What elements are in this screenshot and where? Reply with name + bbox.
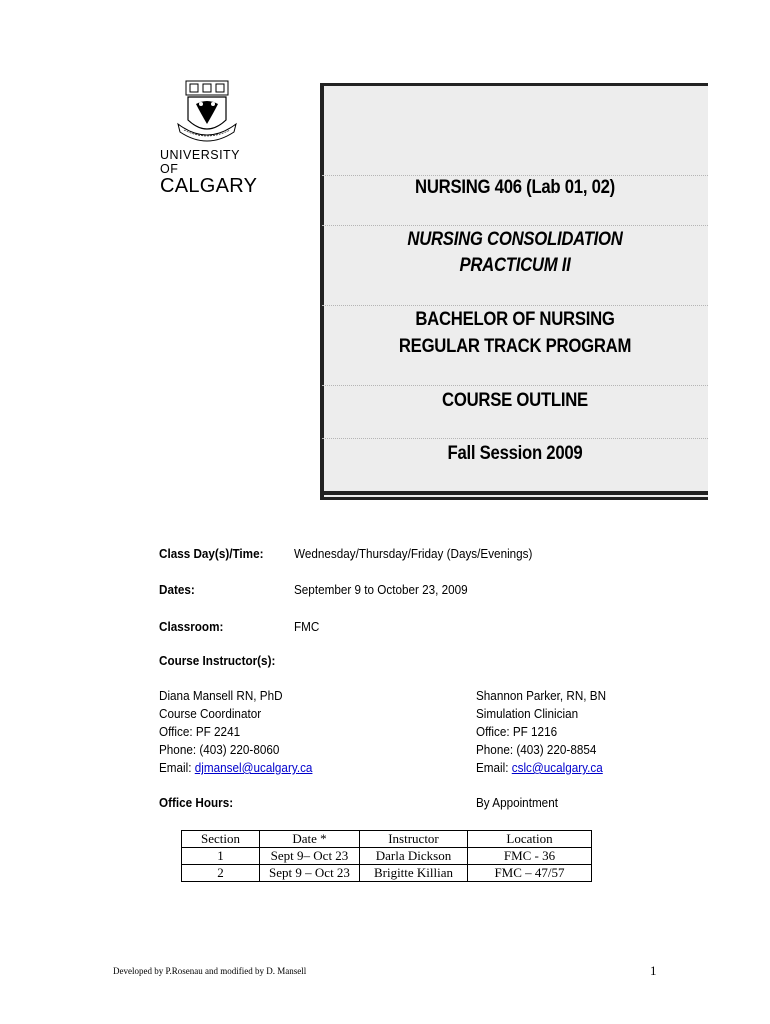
instructor-name: Shannon Parker, RN, BN: [476, 688, 607, 703]
dates-label: Dates:: [159, 582, 195, 597]
instructor-phone: Phone: (403) 220-8854: [476, 742, 597, 757]
class-days-value: Wednesday/Thursday/Friday (Days/Evenings): [294, 546, 533, 561]
column-header-instructor: Instructor: [360, 831, 468, 848]
title-box-bottom-bar: [322, 491, 708, 495]
table-cell: Sept 9 – Oct 23: [260, 865, 360, 882]
divider: [322, 438, 708, 440]
column-header-section: Section: [182, 831, 260, 848]
logo-text-calgary: CALGARY: [160, 175, 258, 197]
class-days-label: Class Day(s)/Time:: [159, 546, 264, 561]
title-box: [322, 83, 708, 500]
table-cell: Brigitte Killian: [360, 865, 468, 882]
table-cell: 2: [182, 865, 260, 882]
table-cell: Sept 9– Oct 23: [260, 848, 360, 865]
course-name-line1: NURSING CONSOLIDATION: [407, 229, 623, 250]
instructor-office: Office: PF 1216: [476, 724, 558, 739]
instructor-role: Simulation Clinician: [476, 706, 579, 721]
document-type: COURSE OUTLINE: [442, 390, 588, 411]
instructor-name: Diana Mansell RN, PhD: [159, 688, 283, 703]
course-code-title: NURSING 406 (Lab 01, 02): [415, 177, 615, 198]
email-prefix: Email:: [159, 760, 195, 775]
table-row: [182, 848, 592, 865]
column-header-location: Location: [468, 831, 592, 848]
office-hours-value: By Appointment: [476, 795, 558, 810]
table-cell: FMC – 47/57: [468, 865, 592, 882]
course-name-line2: PRACTICUM II: [459, 255, 571, 276]
session-title: Fall Session 2009: [447, 443, 583, 464]
course-instructors-label: Course Instructor(s):: [159, 653, 276, 668]
logo-text-university-of: UNIVERSITY OF: [160, 148, 240, 176]
program-line2: REGULAR TRACK PROGRAM: [398, 336, 632, 357]
instructor-email-link[interactable]: cslc@ucalgary.ca: [511, 760, 603, 775]
table-cell: Darla Dickson: [360, 848, 468, 865]
column-header-date: Date *: [260, 831, 360, 848]
classroom-value: FMC: [294, 619, 320, 634]
instructor-email-line: [476, 760, 603, 775]
program-line1: BACHELOR OF NURSING: [415, 309, 615, 330]
table-cell: FMC - 36: [468, 848, 592, 865]
email-prefix: Email:: [476, 760, 512, 775]
table-cell: 1: [182, 848, 260, 865]
title-box-top-bar: [322, 83, 708, 86]
university-logo: [160, 80, 260, 196]
instructor-email-line: [159, 760, 312, 775]
title-box-bottom-bar: [322, 497, 708, 500]
table-row: [182, 865, 592, 882]
sections-table: [181, 830, 592, 882]
page-number: 1: [650, 963, 657, 978]
footer-credit: Developed by P.Rosenau and modified by D. Mansell: [113, 966, 307, 976]
office-hours-label: Office Hours:: [159, 795, 234, 810]
dates-value: September 9 to October 23, 2009: [294, 582, 468, 597]
divider: [322, 385, 708, 387]
instructor-office: Office: PF 2241: [159, 724, 241, 739]
instructor-phone: Phone: (403) 220-8060: [159, 742, 280, 757]
instructor-role: Course Coordinator: [159, 706, 262, 721]
university-crest-icon: [176, 80, 238, 146]
instructor-email-link[interactable]: djmansel@ucalgary.ca: [194, 760, 313, 775]
table-header-row: [182, 831, 592, 848]
classroom-label: Classroom:: [159, 619, 224, 634]
